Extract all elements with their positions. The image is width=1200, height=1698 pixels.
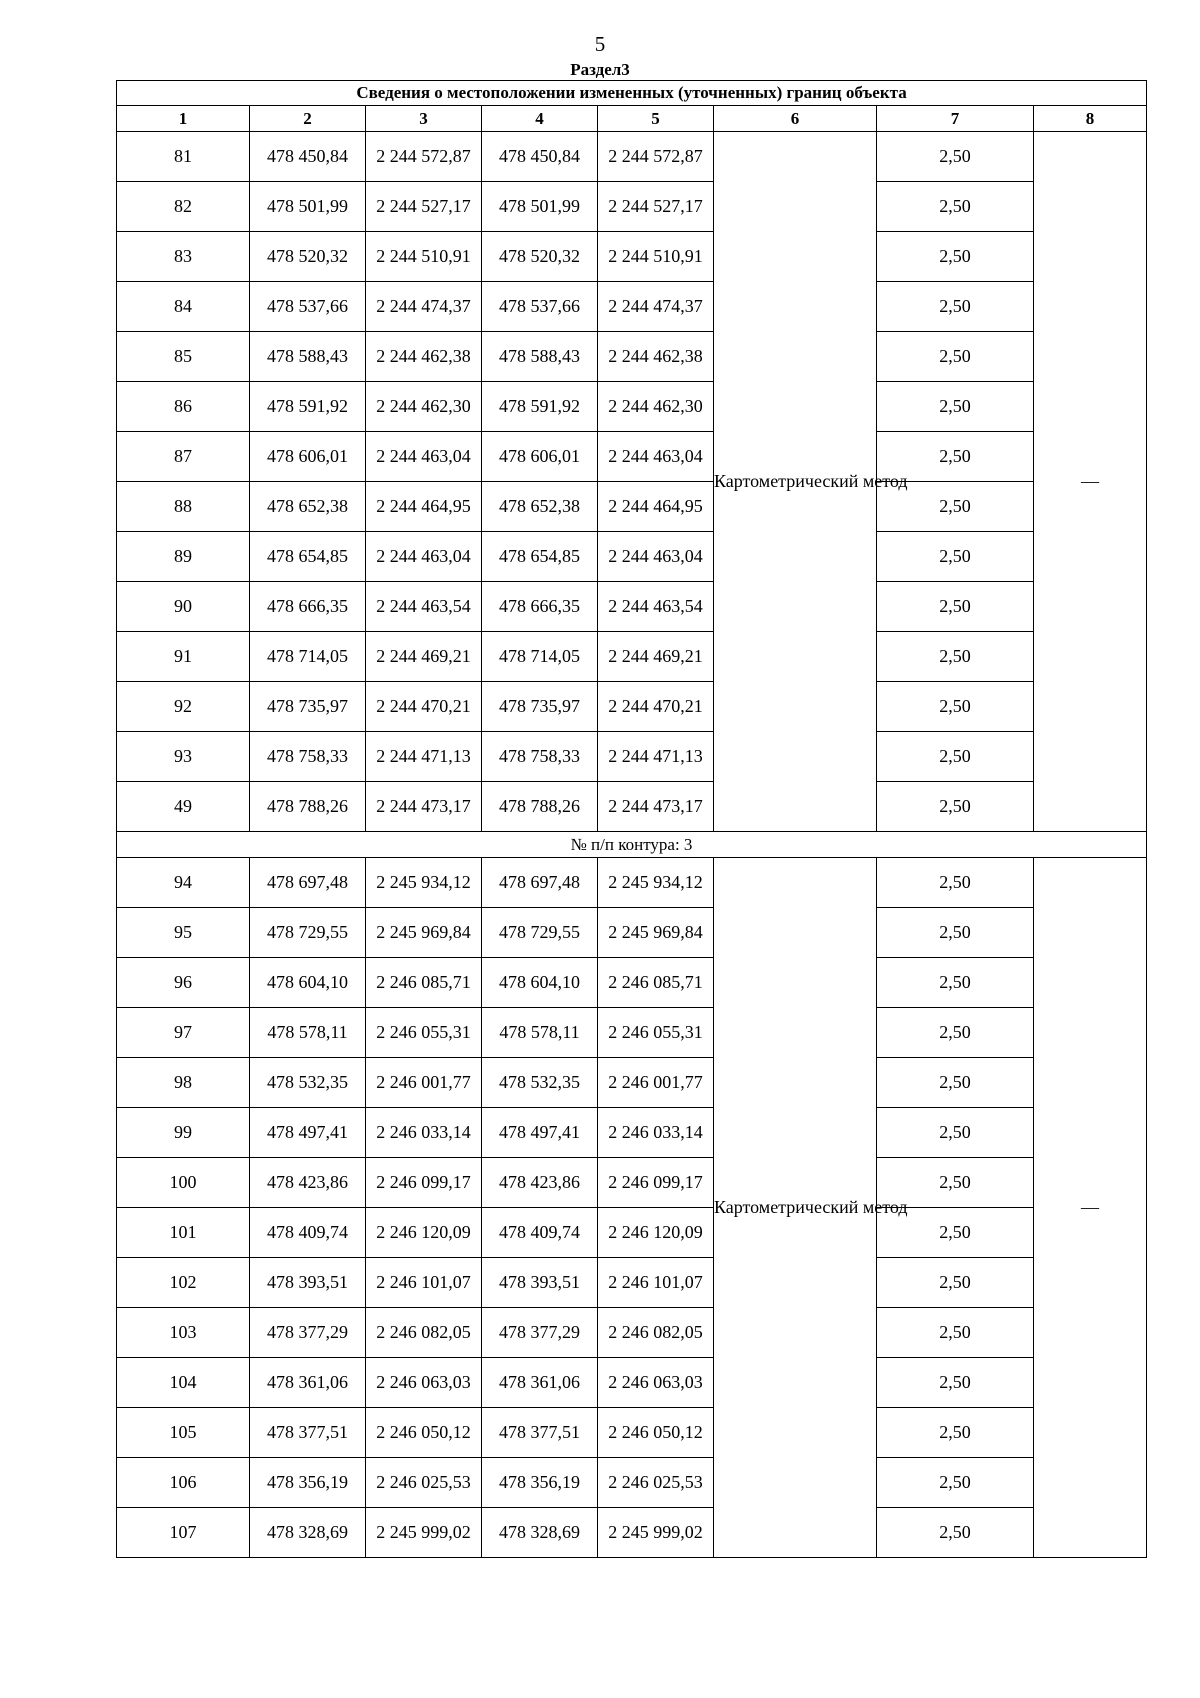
table-row <box>117 1158 1147 1208</box>
y-coordinate-new: 2 244 463,54 <box>598 582 714 632</box>
point-number: 106 <box>117 1458 250 1508</box>
x-coordinate-new: 478 497,41 <box>482 1108 598 1158</box>
y-coordinate-new: 2 244 464,95 <box>598 482 714 532</box>
y-coordinate-new: 2 244 527,17 <box>598 182 714 232</box>
note-cell: — <box>1034 132 1147 832</box>
y-coordinate-new: 2 244 469,21 <box>598 632 714 682</box>
x-coordinate-new: 478 532,35 <box>482 1058 598 1108</box>
y-coordinate-new: 2 244 510,91 <box>598 232 714 282</box>
coordinates-table <box>116 80 1147 1558</box>
x-coordinate: 478 328,69 <box>250 1508 366 1558</box>
point-number: 87 <box>117 432 250 482</box>
table-row <box>117 332 1147 382</box>
y-coordinate: 2 244 462,38 <box>366 332 482 382</box>
x-coordinate-new: 478 501,99 <box>482 182 598 232</box>
y-coordinate: 2 244 473,17 <box>366 782 482 832</box>
table-row <box>117 1458 1147 1508</box>
x-coordinate: 478 537,66 <box>250 282 366 332</box>
table-row <box>117 1108 1147 1158</box>
table-row <box>117 582 1147 632</box>
x-coordinate-new: 478 537,66 <box>482 282 598 332</box>
table-caption-row <box>117 81 1147 106</box>
x-coordinate: 478 497,41 <box>250 1108 366 1158</box>
point-number: 88 <box>117 482 250 532</box>
note-cell: — <box>1034 858 1147 1558</box>
y-coordinate: 2 245 969,84 <box>366 908 482 958</box>
column-header: 4 <box>482 106 598 132</box>
y-coordinate: 2 244 463,54 <box>366 582 482 632</box>
table-row <box>117 858 1147 908</box>
accuracy-value: 2,50 <box>877 908 1034 958</box>
y-coordinate-new: 2 244 463,04 <box>598 432 714 482</box>
y-coordinate: 2 244 572,87 <box>366 132 482 182</box>
y-coordinate-new: 2 246 082,05 <box>598 1308 714 1358</box>
table-header-row <box>117 106 1147 132</box>
x-coordinate: 478 591,92 <box>250 382 366 432</box>
point-number: 107 <box>117 1508 250 1558</box>
y-coordinate: 2 245 999,02 <box>366 1508 482 1558</box>
y-coordinate-new: 2 244 572,87 <box>598 132 714 182</box>
point-number: 86 <box>117 382 250 432</box>
x-coordinate-new: 478 328,69 <box>482 1508 598 1558</box>
y-coordinate: 2 246 063,03 <box>366 1358 482 1408</box>
y-coordinate-new: 2 244 470,21 <box>598 682 714 732</box>
x-coordinate-new: 478 729,55 <box>482 908 598 958</box>
page-number: 5 <box>594 32 606 56</box>
x-coordinate: 478 393,51 <box>250 1258 366 1308</box>
x-coordinate: 478 666,35 <box>250 582 366 632</box>
accuracy-value: 2,50 <box>877 732 1034 782</box>
table-row <box>117 682 1147 732</box>
x-coordinate: 478 409,74 <box>250 1208 366 1258</box>
contour-label: № п/п контура: 3 <box>117 832 1147 858</box>
accuracy-value: 2,50 <box>877 1258 1034 1308</box>
column-header: 1 <box>117 106 250 132</box>
column-header: 6 <box>714 106 877 132</box>
y-coordinate: 2 244 469,21 <box>366 632 482 682</box>
y-coordinate-new: 2 246 099,17 <box>598 1158 714 1208</box>
column-header: 5 <box>598 106 714 132</box>
point-number: 93 <box>117 732 250 782</box>
y-coordinate-new: 2 244 462,30 <box>598 382 714 432</box>
accuracy-value: 2,50 <box>877 1308 1034 1358</box>
accuracy-value: 2,50 <box>877 332 1034 382</box>
x-coordinate-new: 478 652,38 <box>482 482 598 532</box>
x-coordinate: 478 578,11 <box>250 1008 366 1058</box>
x-coordinate: 478 714,05 <box>250 632 366 682</box>
point-number: 95 <box>117 908 250 958</box>
accuracy-value: 2,50 <box>877 958 1034 1008</box>
table-row <box>117 432 1147 482</box>
point-number: 96 <box>117 958 250 1008</box>
section-title: Раздел3 <box>570 60 630 79</box>
y-coordinate-new: 2 245 999,02 <box>598 1508 714 1558</box>
x-coordinate: 478 788,26 <box>250 782 366 832</box>
y-coordinate: 2 244 463,04 <box>366 532 482 582</box>
y-coordinate: 2 244 464,95 <box>366 482 482 532</box>
x-coordinate: 478 532,35 <box>250 1058 366 1108</box>
table-row <box>117 958 1147 1008</box>
table-row <box>117 1358 1147 1408</box>
point-number: 97 <box>117 1008 250 1058</box>
point-number: 90 <box>117 582 250 632</box>
x-coordinate-new: 478 520,32 <box>482 232 598 282</box>
table-row <box>117 482 1147 532</box>
accuracy-value: 2,50 <box>877 1508 1034 1558</box>
y-coordinate: 2 246 050,12 <box>366 1408 482 1458</box>
x-coordinate-new: 478 591,92 <box>482 382 598 432</box>
y-coordinate-new: 2 246 063,03 <box>598 1358 714 1408</box>
point-number: 100 <box>117 1158 250 1208</box>
x-coordinate-new: 478 423,86 <box>482 1158 598 1208</box>
point-number: 84 <box>117 282 250 332</box>
x-coordinate: 478 356,19 <box>250 1458 366 1508</box>
y-coordinate: 2 246 099,17 <box>366 1158 482 1208</box>
x-coordinate: 478 729,55 <box>250 908 366 958</box>
y-coordinate: 2 244 462,30 <box>366 382 482 432</box>
point-number: 102 <box>117 1258 250 1308</box>
x-coordinate: 478 652,38 <box>250 482 366 532</box>
x-coordinate-new: 478 409,74 <box>482 1208 598 1258</box>
y-coordinate: 2 244 471,13 <box>366 732 482 782</box>
y-coordinate-new: 2 244 463,04 <box>598 532 714 582</box>
table-row <box>117 232 1147 282</box>
accuracy-value: 2,50 <box>877 1108 1034 1158</box>
x-coordinate-new: 478 588,43 <box>482 332 598 382</box>
table-row <box>117 1258 1147 1308</box>
y-coordinate-new: 2 246 120,09 <box>598 1208 714 1258</box>
y-coordinate-new: 2 246 050,12 <box>598 1408 714 1458</box>
table-row <box>117 1208 1147 1258</box>
table-row <box>117 1408 1147 1458</box>
point-number: 83 <box>117 232 250 282</box>
y-coordinate: 2 246 085,71 <box>366 958 482 1008</box>
accuracy-value: 2,50 <box>877 582 1034 632</box>
table-row <box>117 1058 1147 1108</box>
accuracy-value: 2,50 <box>877 1158 1034 1208</box>
y-coordinate-new: 2 246 085,71 <box>598 958 714 1008</box>
point-number: 81 <box>117 132 250 182</box>
y-coordinate: 2 246 055,31 <box>366 1008 482 1058</box>
x-coordinate-new: 478 714,05 <box>482 632 598 682</box>
point-number: 91 <box>117 632 250 682</box>
y-coordinate-new: 2 244 474,37 <box>598 282 714 332</box>
y-coordinate: 2 245 934,12 <box>366 858 482 908</box>
y-coordinate-new: 2 246 033,14 <box>598 1108 714 1158</box>
y-coordinate: 2 244 463,04 <box>366 432 482 482</box>
table-row <box>117 382 1147 432</box>
table-row <box>117 1508 1147 1558</box>
x-coordinate-new: 478 578,11 <box>482 1008 598 1058</box>
method-cell: Картометрический метод <box>714 132 877 832</box>
x-coordinate-new: 478 735,97 <box>482 682 598 732</box>
x-coordinate: 478 758,33 <box>250 732 366 782</box>
y-coordinate-new: 2 244 473,17 <box>598 782 714 832</box>
accuracy-value: 2,50 <box>877 482 1034 532</box>
x-coordinate: 478 735,97 <box>250 682 366 732</box>
accuracy-value: 2,50 <box>877 682 1034 732</box>
point-number: 94 <box>117 858 250 908</box>
x-coordinate: 478 606,01 <box>250 432 366 482</box>
x-coordinate: 478 654,85 <box>250 532 366 582</box>
column-header: 8 <box>1034 106 1147 132</box>
x-coordinate-new: 478 450,84 <box>482 132 598 182</box>
y-coordinate-new: 2 246 055,31 <box>598 1008 714 1058</box>
table-row <box>117 532 1147 582</box>
accuracy-value: 2,50 <box>877 232 1034 282</box>
accuracy-value: 2,50 <box>877 1458 1034 1508</box>
y-coordinate-new: 2 244 462,38 <box>598 332 714 382</box>
accuracy-value: 2,50 <box>877 1358 1034 1408</box>
point-number: 104 <box>117 1358 250 1408</box>
table-body <box>117 132 1147 1558</box>
point-number: 92 <box>117 682 250 732</box>
x-coordinate-new: 478 606,01 <box>482 432 598 482</box>
point-number: 103 <box>117 1308 250 1358</box>
accuracy-value: 2,50 <box>877 782 1034 832</box>
accuracy-value: 2,50 <box>877 132 1034 182</box>
x-coordinate-new: 478 361,06 <box>482 1358 598 1408</box>
accuracy-value: 2,50 <box>877 1058 1034 1108</box>
x-coordinate-new: 478 697,48 <box>482 858 598 908</box>
x-coordinate: 478 423,86 <box>250 1158 366 1208</box>
accuracy-value: 2,50 <box>877 632 1034 682</box>
method-cell: Картометрический метод <box>714 858 877 1558</box>
column-header: 7 <box>877 106 1034 132</box>
accuracy-value: 2,50 <box>877 1008 1034 1058</box>
y-coordinate: 2 246 025,53 <box>366 1458 482 1508</box>
x-coordinate-new: 478 666,35 <box>482 582 598 632</box>
x-coordinate-new: 478 604,10 <box>482 958 598 1008</box>
accuracy-value: 2,50 <box>877 432 1034 482</box>
accuracy-value: 2,50 <box>877 1208 1034 1258</box>
x-coordinate-new: 478 654,85 <box>482 532 598 582</box>
accuracy-value: 2,50 <box>877 282 1034 332</box>
y-coordinate: 2 246 001,77 <box>366 1058 482 1108</box>
x-coordinate-new: 478 377,29 <box>482 1308 598 1358</box>
x-coordinate: 478 604,10 <box>250 958 366 1008</box>
column-header: 3 <box>366 106 482 132</box>
y-coordinate: 2 246 120,09 <box>366 1208 482 1258</box>
table-caption: Сведения о местоположении измененных (уточненных) границ объекта <box>117 81 1147 106</box>
y-coordinate-new: 2 246 101,07 <box>598 1258 714 1308</box>
x-coordinate: 478 697,48 <box>250 858 366 908</box>
x-coordinate: 478 377,51 <box>250 1408 366 1458</box>
y-coordinate-new: 2 244 471,13 <box>598 732 714 782</box>
y-coordinate: 2 246 101,07 <box>366 1258 482 1308</box>
table-row <box>117 1008 1147 1058</box>
y-coordinate: 2 244 510,91 <box>366 232 482 282</box>
y-coordinate: 2 246 033,14 <box>366 1108 482 1158</box>
accuracy-value: 2,50 <box>877 858 1034 908</box>
accuracy-value: 2,50 <box>877 182 1034 232</box>
point-number: 85 <box>117 332 250 382</box>
table-row <box>117 908 1147 958</box>
point-number: 49 <box>117 782 250 832</box>
table-row <box>117 132 1147 182</box>
table-row <box>117 732 1147 782</box>
y-coordinate-new: 2 246 001,77 <box>598 1058 714 1108</box>
table-row <box>117 632 1147 682</box>
contour-label-row <box>117 832 1147 858</box>
accuracy-value: 2,50 <box>877 532 1034 582</box>
x-coordinate-new: 478 788,26 <box>482 782 598 832</box>
accuracy-value: 2,50 <box>877 382 1034 432</box>
point-number: 99 <box>117 1108 250 1158</box>
x-coordinate-new: 478 393,51 <box>482 1258 598 1308</box>
point-number: 101 <box>117 1208 250 1258</box>
y-coordinate: 2 244 470,21 <box>366 682 482 732</box>
table-row <box>117 782 1147 832</box>
y-coordinate: 2 246 082,05 <box>366 1308 482 1358</box>
x-coordinate-new: 478 377,51 <box>482 1408 598 1458</box>
x-coordinate: 478 501,99 <box>250 182 366 232</box>
y-coordinate-new: 2 246 025,53 <box>598 1458 714 1508</box>
point-number: 98 <box>117 1058 250 1108</box>
x-coordinate-new: 478 356,19 <box>482 1458 598 1508</box>
y-coordinate-new: 2 245 969,84 <box>598 908 714 958</box>
x-coordinate-new: 478 758,33 <box>482 732 598 782</box>
point-number: 89 <box>117 532 250 582</box>
y-coordinate: 2 244 474,37 <box>366 282 482 332</box>
point-number: 105 <box>117 1408 250 1458</box>
column-header: 2 <box>250 106 366 132</box>
x-coordinate: 478 520,32 <box>250 232 366 282</box>
table-row <box>117 282 1147 332</box>
table-row <box>117 1308 1147 1358</box>
point-number: 82 <box>117 182 250 232</box>
y-coordinate: 2 244 527,17 <box>366 182 482 232</box>
x-coordinate: 478 450,84 <box>250 132 366 182</box>
x-coordinate: 478 361,06 <box>250 1358 366 1408</box>
y-coordinate-new: 2 245 934,12 <box>598 858 714 908</box>
accuracy-value: 2,50 <box>877 1408 1034 1458</box>
x-coordinate: 478 588,43 <box>250 332 366 382</box>
x-coordinate: 478 377,29 <box>250 1308 366 1358</box>
table-row <box>117 182 1147 232</box>
